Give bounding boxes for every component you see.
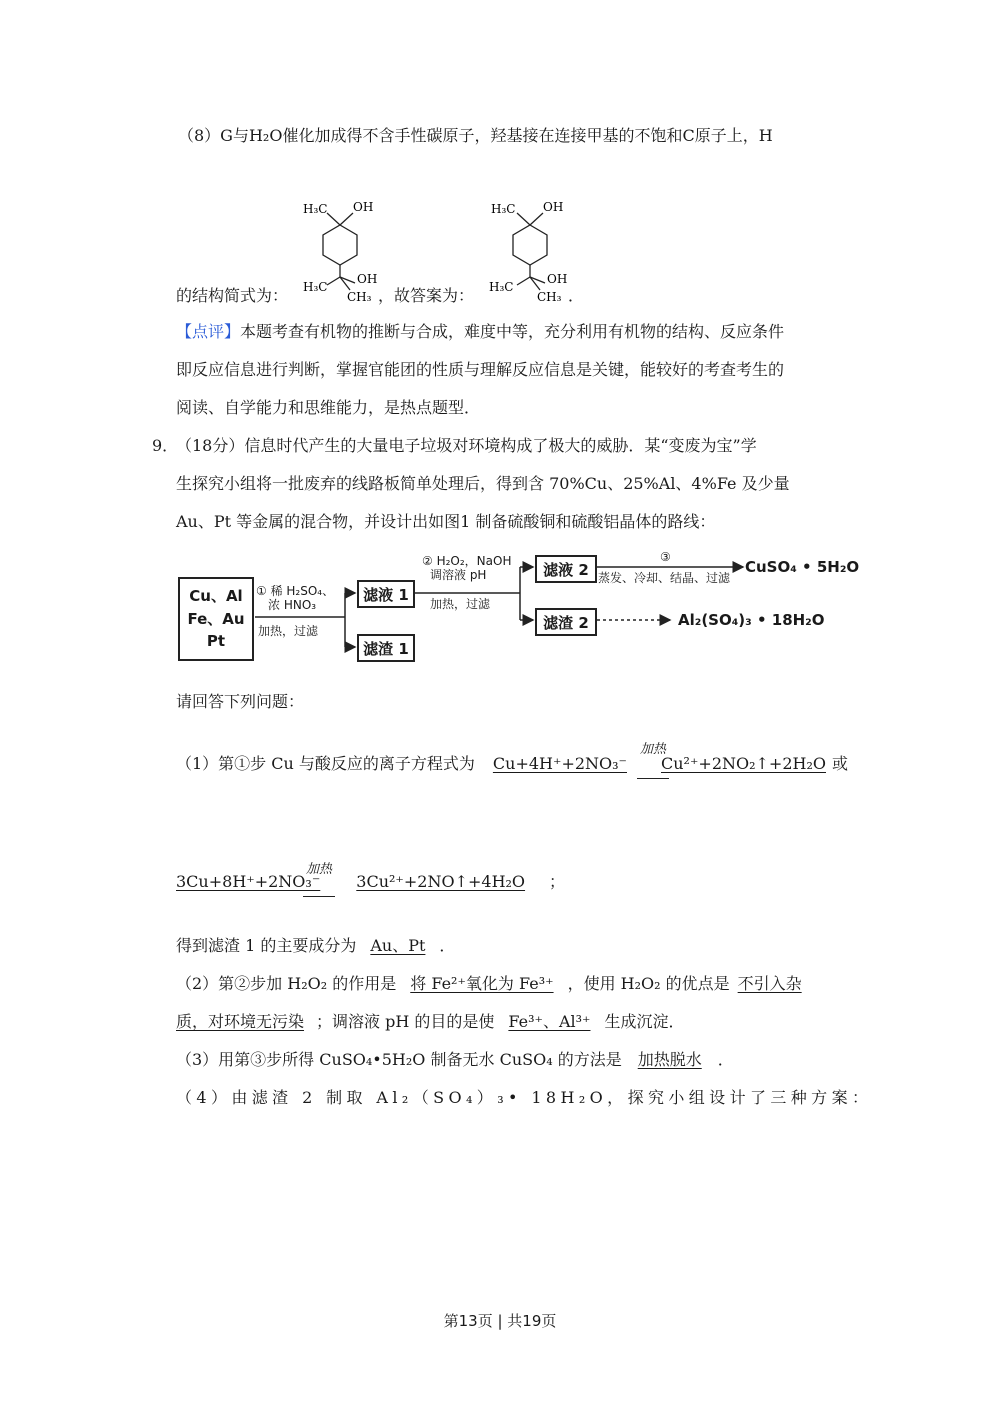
ch3-label: CH₃ [537,290,562,304]
filtrate2-box: 滤液 2 [535,555,597,583]
a1-answer1-right: Cu²⁺+2NO₂↑+2H₂O [661,754,826,773]
oh-label: OH [353,200,374,214]
a1-or: 或 [832,754,849,773]
a2-mid: ，使用 H₂O₂ 的优点是 [567,974,730,993]
a2-lead: （2）第②步加 H₂O₂ 的作用是 [176,974,397,993]
h3c-label: H₃C [489,280,514,294]
a1-residue-lead: 得到滤渣 1 的主要成分为 [176,936,357,955]
product-cuso4: CuSO₄ • 5H₂O [745,558,860,576]
start-box-line: Pt [206,632,226,651]
step2-reagent: 调溶液 pH [430,567,487,582]
q9-number: 9． [152,436,179,455]
step3-label: ③ [660,550,671,564]
a2-line2 [176,1014,685,1030]
a2-answer2a: 不引入杂 [737,974,802,993]
comment-line2: 即反应信息进行判断，掌握官能团的性质与理解反应信息是关键，能较好的考查考生的 [176,360,785,379]
a1-residue-line [176,938,455,954]
a2-mid2: ；调溶液 pH 的目的是使 [316,1012,495,1031]
step3-cond: 蒸发、冷却、结晶、过滤 [598,571,731,585]
a3-lead: （3）用第③步所得 CuSO₄•5H₂O 制备无水 CuSO₄ 的方法是 [176,1050,622,1069]
step1-label [256,585,334,613]
step1-reagent: ① 稀 H₂SO₄、 [256,584,335,598]
step1-cond: 加热，过滤 [258,624,319,638]
h3c-label: H₃C [303,280,328,294]
a1-end: ； [549,872,566,891]
a3-answer: 加热脱水 [637,1050,702,1069]
a1-answer2-left: 3Cu+8H⁺+2NO₃⁻ [176,872,321,891]
h3c-label: H₃C [303,202,328,216]
a1-line1 [176,756,848,772]
q8-line1: （8）G与H₂O催化加成得不含手性碳原子，羟基接在连接甲基的不饱和C原子上，H [178,126,773,145]
a1-residue-answer: Au、Pt [370,936,426,955]
ch3-label: CH₃ [347,290,372,304]
q8-line2a: 的结构简式为： [176,286,289,305]
residue1-box: 滤渣 1 [357,634,415,662]
condition-heat: 加热 [306,862,333,877]
condition-heat: 加热 [640,742,667,757]
q9-line3: Au、Pt 等金属的混合物，并设计出如图1 制备硫酸铜和硫酸铝晶体的路线： [176,512,716,531]
page-footer: 第13页 | 共19页 [443,1312,557,1330]
a2-line1 [176,976,802,992]
a1-residue-end: ． [439,936,456,955]
q8-line2b: ，故答案为： [378,286,475,305]
a1-answer1-left: Cu+4H⁺+2NO₃⁻ [492,754,627,773]
step1-reagent: 浓 HNO₃ [268,597,317,612]
prompt: 请回答下列问题： [176,692,305,711]
residue2-box: 滤渣 2 [535,608,597,636]
step2-label [422,555,511,583]
step2-cond: 加热，过滤 [430,597,491,611]
h3c-label: H₃C [491,202,516,216]
product-al2so43: Al₂(SO₄)₃ • 18H₂O [678,611,825,629]
q9-line1: （18分）信息时代产生的大量电子垃圾对环境构成了极大的威胁．某“变废为宝”学 [176,436,757,455]
comment-line1 [176,324,784,340]
comment-text: 本题考查有机物的推断与合成，难度中等，充分利用有机物的结构、反应条件 [240,322,785,341]
a1-line2 [176,874,565,890]
a2-answer3: Fe³⁺、Al³⁺ [508,1012,591,1031]
a1-lead: （1）第①步 Cu 与酸反应的离子方程式为 [176,754,475,773]
start-box [178,577,254,661]
oh-label: OH [547,272,568,286]
oh-label: OH [357,272,378,286]
a2-answer2b: 质，对环境无污染 [176,1012,305,1031]
a1-answer2-right: 3Cu²⁺+2NO↑+4H₂O [356,872,526,891]
q8-line2c: ． [568,286,585,305]
a4-line: （4）由滤渣 2 制取 Al₂（SO₄）₃• 18H₂O，探究小组设计了三种方案： [176,1088,873,1107]
a3-line [176,1052,734,1068]
start-box-line: Fe、Au [187,609,245,628]
comment-line3: 阅读、自学能力和思维能力，是热点题型． [176,398,481,417]
a3-end: ． [717,1050,734,1069]
a2-answer1: 将 Fe²⁺氧化为 Fe³⁺ [410,974,554,993]
a2-end: 生成沉淀． [604,1012,685,1031]
start-box-line: Cu、Al [189,587,243,606]
filtrate1-box: 滤液 1 [357,580,415,608]
step2-reagent: ② H₂O₂，NaOH [422,554,512,568]
comment-tag: 【点评】 [176,322,241,341]
q9-line2: 生探究小组将一批废弃的线路板简单处理后，得到含 70%Cu、25%Al、4%Fe 及少量 [176,474,790,493]
oh-label: OH [543,200,564,214]
